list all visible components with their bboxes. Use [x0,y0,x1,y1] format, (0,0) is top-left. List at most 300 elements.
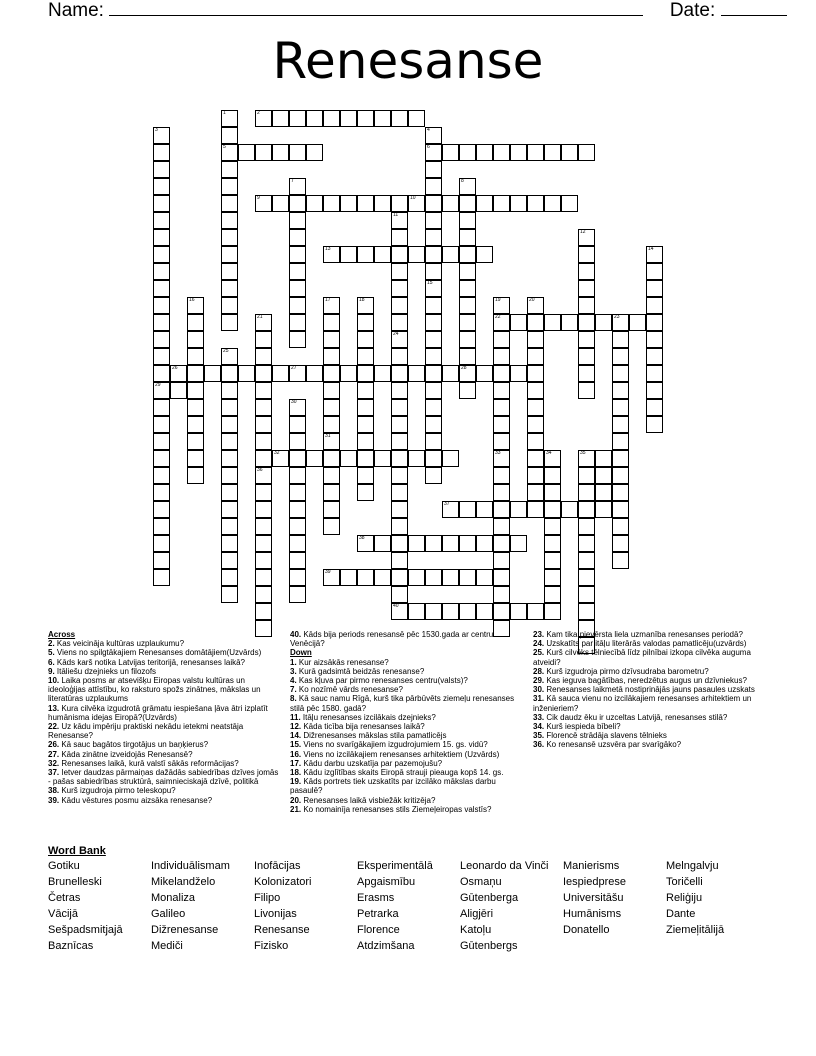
grid-cell[interactable] [442,535,459,552]
grid-cell[interactable] [289,501,306,518]
grid-cell[interactable] [578,314,595,331]
grid-cell[interactable] [408,535,425,552]
grid-cell[interactable] [510,314,527,331]
grid-cell[interactable] [612,450,629,467]
grid-cell[interactable] [153,314,170,331]
grid-cell[interactable] [221,280,238,297]
grid-cell[interactable] [408,450,425,467]
grid-cell[interactable] [544,569,561,586]
grid-cell[interactable] [374,535,391,552]
grid-cell[interactable] [221,467,238,484]
grid-cell[interactable] [306,365,323,382]
grid-cell[interactable] [357,484,374,501]
grid-cell[interactable] [391,433,408,450]
grid-cell[interactable] [595,501,612,518]
grid-cell[interactable] [272,365,289,382]
grid-cell[interactable] [221,433,238,450]
grid-cell[interactable] [646,416,663,433]
grid-cell[interactable] [357,297,374,314]
grid-cell[interactable] [510,144,527,161]
grid-cell[interactable] [442,450,459,467]
grid-cell[interactable] [153,263,170,280]
grid-cell[interactable] [612,314,629,331]
grid-cell[interactable] [289,144,306,161]
grid-cell[interactable] [289,450,306,467]
grid-cell[interactable] [221,569,238,586]
grid-cell[interactable] [544,552,561,569]
grid-cell[interactable] [289,467,306,484]
grid-cell[interactable] [527,450,544,467]
grid-cell[interactable] [357,331,374,348]
grid-cell[interactable] [391,365,408,382]
grid-cell[interactable] [391,195,408,212]
grid-cell[interactable] [493,314,510,331]
grid-cell[interactable] [527,501,544,518]
grid-cell[interactable] [476,501,493,518]
grid-cell[interactable] [153,297,170,314]
grid-cell[interactable] [153,501,170,518]
grid-cell[interactable] [612,348,629,365]
grid-cell[interactable] [612,552,629,569]
grid-cell[interactable] [255,450,272,467]
grid-cell[interactable] [646,331,663,348]
grid-cell[interactable] [255,433,272,450]
grid-cell[interactable] [187,297,204,314]
grid-cell[interactable] [476,535,493,552]
grid-cell[interactable] [612,518,629,535]
grid-cell[interactable] [391,314,408,331]
grid-cell[interactable] [289,569,306,586]
grid-cell[interactable] [374,110,391,127]
grid-cell[interactable] [544,144,561,161]
grid-cell[interactable] [493,348,510,365]
grid-cell[interactable] [527,399,544,416]
grid-cell[interactable] [578,603,595,620]
grid-cell[interactable] [221,195,238,212]
grid-cell[interactable] [527,603,544,620]
grid-cell[interactable] [459,603,476,620]
grid-cell[interactable] [544,484,561,501]
grid-cell[interactable] [493,518,510,535]
grid-cell[interactable] [459,365,476,382]
grid-cell[interactable] [357,450,374,467]
grid-cell[interactable] [391,246,408,263]
grid-cell[interactable] [544,195,561,212]
grid-cell[interactable] [493,569,510,586]
grid-cell[interactable] [289,331,306,348]
grid-cell[interactable] [255,365,272,382]
grid-cell[interactable] [510,603,527,620]
grid-cell[interactable] [255,552,272,569]
grid-cell[interactable] [289,212,306,229]
grid-cell[interactable] [221,161,238,178]
grid-cell[interactable] [646,263,663,280]
grid-cell[interactable] [408,246,425,263]
grid-cell[interactable] [459,195,476,212]
grid-cell[interactable] [595,314,612,331]
grid-cell[interactable] [646,399,663,416]
grid-cell[interactable] [238,365,255,382]
grid-cell[interactable] [221,535,238,552]
grid-cell[interactable] [323,195,340,212]
grid-cell[interactable] [289,552,306,569]
grid-cell[interactable] [306,195,323,212]
grid-cell[interactable] [221,399,238,416]
grid-cell[interactable] [289,433,306,450]
grid-cell[interactable] [221,416,238,433]
grid-cell[interactable] [153,416,170,433]
grid-cell[interactable] [221,178,238,195]
grid-cell[interactable] [289,110,306,127]
grid-cell[interactable] [493,195,510,212]
grid-cell[interactable] [459,501,476,518]
grid-cell[interactable] [221,212,238,229]
grid-cell[interactable] [561,314,578,331]
grid-cell[interactable] [153,569,170,586]
grid-cell[interactable] [391,501,408,518]
grid-cell[interactable] [255,467,272,484]
grid-cell[interactable] [646,297,663,314]
grid-cell[interactable] [459,348,476,365]
grid-cell[interactable] [255,195,272,212]
grid-cell[interactable] [442,501,459,518]
grid-cell[interactable] [493,552,510,569]
grid-cell[interactable] [289,484,306,501]
grid-cell[interactable] [255,331,272,348]
grid-cell[interactable] [578,535,595,552]
grid-cell[interactable] [527,331,544,348]
grid-cell[interactable] [255,144,272,161]
grid-cell[interactable] [187,467,204,484]
grid-cell[interactable] [306,110,323,127]
grid-cell[interactable] [187,399,204,416]
grid-cell[interactable] [561,195,578,212]
grid-cell[interactable] [578,484,595,501]
grid-cell[interactable] [425,399,442,416]
grid-cell[interactable] [425,127,442,144]
grid-cell[interactable] [306,450,323,467]
grid-cell[interactable] [391,467,408,484]
grid-cell[interactable] [323,110,340,127]
grid-cell[interactable] [255,484,272,501]
grid-cell[interactable] [459,246,476,263]
grid-cell[interactable] [221,144,238,161]
grid-cell[interactable] [255,348,272,365]
grid-cell[interactable] [578,280,595,297]
grid-cell[interactable] [476,246,493,263]
grid-cell[interactable] [153,552,170,569]
grid-cell[interactable] [221,365,238,382]
grid-cell[interactable] [459,314,476,331]
grid-cell[interactable] [459,297,476,314]
grid-cell[interactable] [527,314,544,331]
grid-cell[interactable] [391,348,408,365]
grid-cell[interactable] [578,144,595,161]
grid-cell[interactable] [153,535,170,552]
grid-cell[interactable] [527,195,544,212]
grid-cell[interactable] [357,365,374,382]
grid-cell[interactable] [289,178,306,195]
grid-cell[interactable] [595,450,612,467]
grid-cell[interactable] [646,365,663,382]
grid-cell[interactable] [646,280,663,297]
grid-cell[interactable] [153,161,170,178]
grid-cell[interactable] [612,382,629,399]
grid-cell[interactable] [476,603,493,620]
grid-cell[interactable] [289,518,306,535]
grid-cell[interactable] [646,382,663,399]
grid-cell[interactable] [221,501,238,518]
grid-cell[interactable] [306,144,323,161]
grid-cell[interactable] [391,484,408,501]
grid-cell[interactable] [425,450,442,467]
grid-cell[interactable] [408,110,425,127]
grid-cell[interactable] [323,518,340,535]
grid-cell[interactable] [459,382,476,399]
grid-cell[interactable] [425,161,442,178]
grid-cell[interactable] [646,246,663,263]
grid-cell[interactable] [425,535,442,552]
grid-cell[interactable] [561,501,578,518]
grid-cell[interactable] [391,110,408,127]
grid-cell[interactable] [221,382,238,399]
grid-cell[interactable] [153,127,170,144]
grid-cell[interactable] [221,263,238,280]
grid-cell[interactable] [289,263,306,280]
grid-cell[interactable] [323,416,340,433]
grid-cell[interactable] [493,450,510,467]
grid-cell[interactable] [391,280,408,297]
grid-cell[interactable] [476,195,493,212]
grid-cell[interactable] [493,501,510,518]
grid-cell[interactable] [578,586,595,603]
grid-cell[interactable] [289,195,306,212]
grid-cell[interactable] [187,365,204,382]
grid-cell[interactable] [425,212,442,229]
grid-cell[interactable] [425,178,442,195]
grid-cell[interactable] [442,365,459,382]
grid-cell[interactable] [272,110,289,127]
grid-cell[interactable] [476,365,493,382]
grid-cell[interactable] [238,144,255,161]
grid-cell[interactable] [391,297,408,314]
grid-cell[interactable] [323,467,340,484]
grid-cell[interactable] [289,280,306,297]
grid-cell[interactable] [170,382,187,399]
grid-cell[interactable] [510,365,527,382]
grid-cell[interactable] [357,314,374,331]
grid-cell[interactable] [153,195,170,212]
grid-cell[interactable] [289,416,306,433]
grid-cell[interactable] [425,365,442,382]
grid-cell[interactable] [612,501,629,518]
grid-cell[interactable] [255,501,272,518]
grid-cell[interactable] [578,467,595,484]
grid-cell[interactable] [425,382,442,399]
grid-cell[interactable] [493,399,510,416]
grid-cell[interactable] [391,535,408,552]
grid-cell[interactable] [153,467,170,484]
grid-cell[interactable] [323,501,340,518]
grid-cell[interactable] [323,246,340,263]
grid-cell[interactable] [357,110,374,127]
grid-cell[interactable] [221,297,238,314]
grid-cell[interactable] [527,365,544,382]
grid-cell[interactable] [629,314,646,331]
grid-cell[interactable] [391,518,408,535]
grid-cell[interactable] [153,280,170,297]
grid-cell[interactable] [323,314,340,331]
grid-cell[interactable] [578,382,595,399]
grid-cell[interactable] [459,212,476,229]
grid-cell[interactable] [442,195,459,212]
grid-cell[interactable] [255,586,272,603]
grid-cell[interactable] [153,399,170,416]
grid-cell[interactable] [391,552,408,569]
grid-cell[interactable] [425,246,442,263]
grid-cell[interactable] [578,348,595,365]
grid-cell[interactable] [408,195,425,212]
grid-cell[interactable] [612,467,629,484]
grid-cell[interactable] [340,569,357,586]
grid-cell[interactable] [578,297,595,314]
grid-cell[interactable] [221,348,238,365]
grid-cell[interactable] [527,416,544,433]
grid-cell[interactable] [527,467,544,484]
grid-cell[interactable] [153,484,170,501]
grid-cell[interactable] [493,297,510,314]
grid-cell[interactable] [527,348,544,365]
grid-cell[interactable] [425,144,442,161]
grid-cell[interactable] [221,127,238,144]
grid-cell[interactable] [578,450,595,467]
grid-cell[interactable] [272,195,289,212]
grid-cell[interactable] [255,416,272,433]
grid-cell[interactable] [391,212,408,229]
grid-cell[interactable] [544,586,561,603]
grid-cell[interactable] [340,110,357,127]
grid-cell[interactable] [187,433,204,450]
grid-cell[interactable] [153,229,170,246]
grid-cell[interactable] [221,484,238,501]
grid-cell[interactable] [561,144,578,161]
grid-cell[interactable] [340,246,357,263]
grid-cell[interactable] [272,144,289,161]
grid-cell[interactable] [544,535,561,552]
grid-cell[interactable] [323,382,340,399]
grid-cell[interactable] [323,297,340,314]
grid-cell[interactable] [391,450,408,467]
grid-cell[interactable] [646,314,663,331]
grid-cell[interactable] [153,382,170,399]
grid-cell[interactable] [493,586,510,603]
grid-cell[interactable] [612,484,629,501]
grid-cell[interactable] [493,433,510,450]
grid-cell[interactable] [187,314,204,331]
grid-cell[interactable] [425,229,442,246]
grid-cell[interactable] [391,229,408,246]
grid-cell[interactable] [170,365,187,382]
grid-cell[interactable] [544,450,561,467]
grid-cell[interactable] [323,433,340,450]
grid-cell[interactable] [544,314,561,331]
grid-cell[interactable] [459,229,476,246]
grid-cell[interactable] [612,365,629,382]
grid-cell[interactable] [187,382,204,399]
grid-cell[interactable] [391,331,408,348]
grid-cell[interactable] [374,450,391,467]
grid-cell[interactable] [408,365,425,382]
grid-cell[interactable] [340,195,357,212]
grid-cell[interactable] [425,433,442,450]
grid-cell[interactable] [187,348,204,365]
grid-cell[interactable] [459,331,476,348]
grid-cell[interactable] [153,450,170,467]
grid-cell[interactable] [357,246,374,263]
grid-cell[interactable] [357,569,374,586]
grid-cell[interactable] [153,212,170,229]
grid-cell[interactable] [442,144,459,161]
grid-cell[interactable] [153,365,170,382]
grid-cell[interactable] [408,603,425,620]
grid-cell[interactable] [578,501,595,518]
grid-cell[interactable] [425,416,442,433]
grid-cell[interactable] [578,331,595,348]
grid-cell[interactable] [578,229,595,246]
grid-cell[interactable] [510,535,527,552]
grid-cell[interactable] [391,586,408,603]
grid-cell[interactable] [153,144,170,161]
grid-cell[interactable] [289,399,306,416]
grid-cell[interactable] [578,263,595,280]
grid-cell[interactable] [595,484,612,501]
grid-cell[interactable] [357,382,374,399]
grid-cell[interactable] [187,416,204,433]
grid-cell[interactable] [391,416,408,433]
grid-cell[interactable] [595,467,612,484]
grid-cell[interactable] [323,331,340,348]
grid-cell[interactable] [187,331,204,348]
grid-cell[interactable] [221,110,238,127]
grid-cell[interactable] [357,433,374,450]
grid-cell[interactable] [425,280,442,297]
grid-cell[interactable] [391,569,408,586]
grid-cell[interactable] [272,450,289,467]
grid-cell[interactable] [153,331,170,348]
grid-cell[interactable] [323,348,340,365]
grid-cell[interactable] [612,399,629,416]
grid-cell[interactable] [323,365,340,382]
grid-cell[interactable] [340,365,357,382]
grid-cell[interactable] [221,586,238,603]
grid-cell[interactable] [459,280,476,297]
grid-cell[interactable] [459,263,476,280]
grid-cell[interactable] [578,365,595,382]
grid-cell[interactable] [425,331,442,348]
grid-cell[interactable] [527,433,544,450]
grid-cell[interactable] [289,365,306,382]
grid-cell[interactable] [442,569,459,586]
grid-cell[interactable] [646,348,663,365]
grid-cell[interactable] [578,552,595,569]
grid-cell[interactable] [153,178,170,195]
grid-cell[interactable] [493,365,510,382]
grid-cell[interactable] [493,484,510,501]
grid-cell[interactable] [255,569,272,586]
grid-cell[interactable] [374,246,391,263]
grid-cell[interactable] [544,501,561,518]
grid-cell[interactable] [612,433,629,450]
